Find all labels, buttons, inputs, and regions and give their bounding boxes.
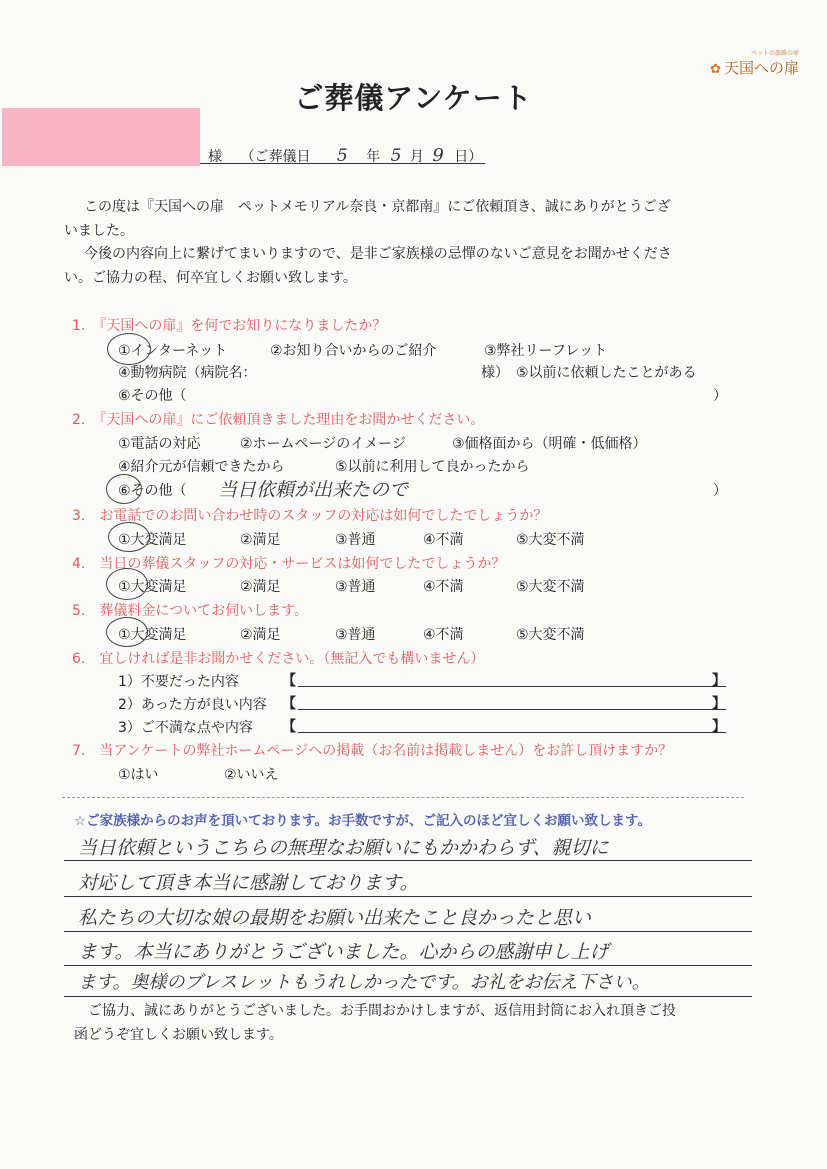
q5-option-5[interactable]: ⑤大変不満: [516, 627, 585, 643]
q7-option-yes[interactable]: ①はい: [118, 767, 159, 783]
bracket-close: 】: [712, 673, 726, 689]
writing-line: [64, 996, 752, 997]
q1-option-hospital[interactable]: ④動物病院（病院名：: [118, 365, 257, 381]
question-4: 4. 当日の葬儀スタッフの対応・サービスは如何でしたでしょうか？: [72, 556, 506, 572]
voice-line-3: 私たちの大切な娘の最期をお願い出来たこと良かったと思い: [78, 907, 592, 929]
writing-line: [64, 965, 752, 966]
writing-line: [64, 931, 752, 932]
bracket-open: 【: [282, 673, 296, 689]
q2-other-close: ）: [713, 483, 727, 499]
q1-option-previous[interactable]: ⑤以前に依頼したことがある: [516, 365, 697, 381]
voice-heading: ☆ご家族様からのお声を頂いております。お手数ですが、ご記入のほど宜しくお願い致します。: [74, 813, 651, 829]
funeral-date-row: [208, 145, 482, 166]
question-3: 3. お電話でのお問い合わせ時のスタッフの対応は如何でしたでしょうか？: [72, 508, 548, 524]
q2-option-previous[interactable]: ⑤以前に利用して良かったから: [335, 459, 530, 475]
q3-option-2[interactable]: ②満足: [240, 532, 281, 548]
q5-option-3[interactable]: ③普通: [335, 627, 376, 643]
date-year: 5: [336, 146, 348, 166]
company-logo: [710, 48, 799, 78]
q1-option-referral[interactable]: ②お知り合いからのご紹介: [270, 343, 437, 359]
date-day: 9: [432, 145, 444, 166]
intro-line: い。ご協力の程、何卒宜しくお願い致します。: [64, 269, 357, 286]
q4-option-2[interactable]: ②満足: [240, 579, 281, 595]
logo-tagline: ペットの旅路の扉: [750, 50, 799, 57]
intro-line: いました。: [64, 222, 134, 239]
q1-option-leaflet[interactable]: ③弊社リーフレット: [484, 343, 608, 359]
bracket-open: 【: [282, 719, 296, 735]
voice-line-1: 当日依頼というこちらの無理なお願いにもかかわらず、親切に: [78, 837, 609, 859]
q2-option-homepage[interactable]: ②ホームページのイメージ: [240, 436, 406, 452]
q2-option-phone[interactable]: ①電話の対応: [118, 436, 201, 452]
voice-line-2: 対応して頂き本当に感謝しております。: [78, 872, 419, 894]
q1-hospital-sama: 様）: [481, 365, 509, 381]
q2-option-trusted[interactable]: ④紹介元が信頼できたから: [118, 459, 285, 475]
q4-option-5[interactable]: ⑤大変不満: [516, 579, 585, 595]
answer-circle: [106, 568, 148, 600]
q1-option-other[interactable]: ⑥その他（: [118, 388, 187, 404]
voice-line-5: ます。奥様のブレスレットもうれしかったです。お礼をお伝え下さい。: [78, 972, 650, 993]
section-divider: [62, 797, 744, 798]
closing-line: 函どうぞ宜しくお願い致します。: [74, 1027, 283, 1043]
answer-circle: [106, 617, 148, 647]
q6-line-unneeded[interactable]: [298, 686, 726, 687]
question-7: 7. 当アンケートの弊社ホームページへの掲載（お名前は掲載しません）をお許し頂けますか？: [72, 743, 673, 759]
intro-text: [64, 196, 764, 290]
q3-option-4[interactable]: ④不満: [423, 532, 464, 548]
intro-line: 今後の内容向上に繋げてまいりますので、是非ご家族様の忌憚のないご意見をお聞かせくださ: [84, 246, 672, 262]
q5-option-2[interactable]: ②満足: [240, 627, 281, 643]
sama-label: 様: [208, 149, 222, 165]
q4-option-1[interactable]: ①大変満足: [118, 579, 187, 595]
q4-option-3[interactable]: ③普通: [335, 579, 376, 595]
q6-item-wanted: 2）あった方が良い内容: [118, 697, 267, 713]
closing-line: ご協力、誠にありがとうございました。お手間おかけしますが、返信用封筒にお入れ頂きご投: [88, 1003, 676, 1019]
date-label: （ご葬儀日: [240, 149, 311, 165]
month-unit: 月: [409, 149, 424, 165]
q2-option-other[interactable]: ⑥その他（: [118, 483, 187, 499]
q3-option-3[interactable]: ③普通: [335, 532, 376, 548]
bracket-open: 【: [282, 696, 296, 712]
question-2: 2. 『天国への扉』にご依頼頂きました理由をお聞かせください。: [72, 412, 485, 428]
q3-option-1[interactable]: ①大変満足: [118, 532, 187, 548]
bracket-close: 】: [712, 696, 726, 712]
q5-option-1[interactable]: ①大変満足: [118, 627, 187, 643]
question-6: 6. 宜しければ是非お聞かせください。（無記入でも構いません）: [72, 651, 485, 667]
q1-option-internet[interactable]: ①インターネット: [118, 343, 228, 359]
q6-line-wanted[interactable]: [298, 709, 726, 710]
question-5: 5. 葬儀料金についてお伺いします。: [72, 603, 308, 619]
q1-other-close: ）: [713, 388, 727, 404]
answer-circle: [106, 474, 142, 504]
q2-other-answer: 当日依頼が出来たので: [218, 479, 409, 501]
q6-item-unneeded: 1）不要だった内容: [118, 674, 239, 690]
flower-icon: ✿: [710, 62, 721, 77]
year-unit: 年: [366, 149, 381, 165]
bracket-close: 】: [712, 719, 726, 735]
q5-option-4[interactable]: ④不満: [423, 627, 464, 643]
q6-line-complaints[interactable]: [298, 732, 726, 733]
q2-option-price[interactable]: ③価格面から（明確・低価格）: [452, 436, 647, 452]
answer-circle: [107, 333, 151, 365]
date-month: 5: [390, 146, 402, 166]
day-unit: 日）: [454, 149, 483, 165]
q6-item-complaints: 3）ご不満な点や内容: [118, 720, 253, 736]
page-title: ご葬儀アンケート: [294, 81, 533, 115]
q7-option-no[interactable]: ②いいえ: [224, 767, 279, 783]
answer-circle: [108, 522, 150, 552]
intro-line: この度は『天国への扉 ペットメモリアル奈良・京都南』にご依頼頂き、誠にありがとうござ: [84, 199, 671, 215]
voice-line-4: ます。本当にありがとうございました。心からの感謝申し上げ: [78, 941, 609, 963]
writing-line: [64, 860, 752, 861]
writing-line: [64, 896, 752, 897]
redacted-name: [2, 108, 200, 166]
closing-text: [74, 999, 748, 1047]
q3-option-5[interactable]: ⑤大変不満: [516, 532, 585, 548]
question-1: 1. 『天国への扉』を何でお知りになりましたか？: [72, 318, 387, 334]
logo-name: 天国への扉: [723, 59, 799, 77]
q4-option-4[interactable]: ④不満: [423, 579, 464, 595]
